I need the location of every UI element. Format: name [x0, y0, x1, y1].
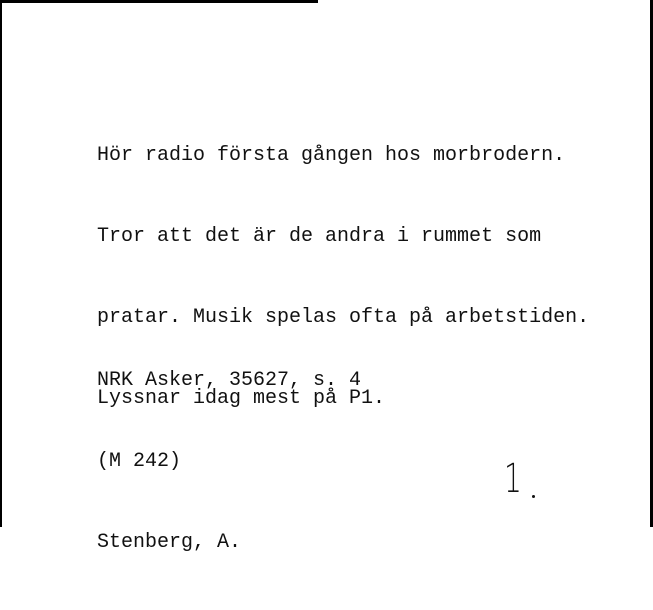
card-top-edge [0, 0, 318, 3]
description-line: Hör radio första gången hos morbrodern. [97, 144, 566, 167]
handwritten-page-number: 1 [504, 456, 522, 502]
page-number-dot [532, 495, 535, 498]
description-line: Tror att det är de andra i rummet som [97, 225, 542, 248]
source-name: Stenberg, A. [97, 531, 242, 554]
description-line: pratar. Musik spelas ofta på arbetstiden. [97, 306, 590, 329]
source-block [97, 313, 361, 610]
source-code: (M 242) [97, 450, 182, 473]
description-line: Lyssnar idag mest på P1. [97, 387, 386, 410]
card-left-edge [0, 0, 2, 527]
source-reference: NRK Asker, 35627, s. 4 [97, 369, 362, 392]
